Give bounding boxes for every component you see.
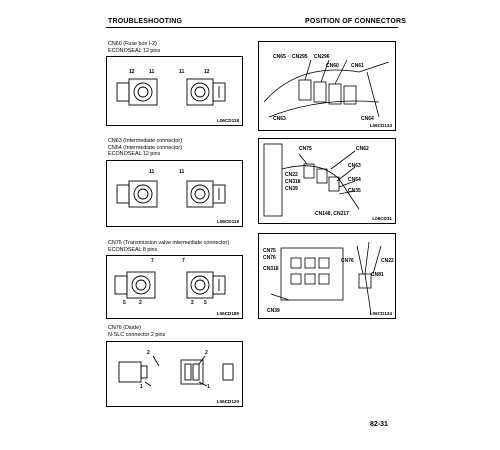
pin-label: 2 — [191, 300, 194, 306]
connector-caption-cn63-cn64: CN63 (Intermediate connector) CN64 (Intermediate connector) ECONOSEAL 12 pins — [108, 138, 183, 158]
pin-label: 11 — [179, 169, 185, 175]
pin-label: 11 — [179, 69, 185, 75]
connector-label: CN75 — [299, 146, 312, 152]
connector-label: CN22 — [285, 172, 298, 178]
connector-label: CN318 — [263, 266, 279, 272]
pin-label: 7 — [151, 258, 154, 264]
figure-code: L06CD119 — [217, 219, 239, 224]
pin-label: 1 — [140, 384, 143, 390]
connector-label: CN76 — [263, 255, 276, 261]
connector-label: CN60 — [326, 63, 339, 69]
pin-label: 11 — [149, 69, 155, 75]
connector-label: CN61 — [351, 63, 364, 69]
connector-label: CN65 — [273, 54, 286, 60]
section-title: TROUBLESHOOTING — [108, 18, 183, 25]
pin-label: 11 — [149, 169, 155, 175]
connector-label: CN318 — [285, 179, 301, 185]
connector-label: CN64 — [348, 177, 361, 183]
pin-label: 5 — [204, 300, 207, 306]
header-rule — [106, 27, 398, 28]
figure-code: L06CD134 — [369, 311, 392, 316]
pin-label: 7 — [182, 258, 185, 264]
pin-label: 2 — [205, 350, 208, 356]
connector-label: CN63 — [273, 116, 286, 122]
figure-code: L06CD133 — [369, 123, 392, 128]
connector-label: CN76 — [341, 258, 354, 264]
pin-label: 12 — [204, 69, 210, 75]
figure-code: L06CD120 — [216, 399, 239, 404]
connector-drawing-cn76 — [106, 341, 243, 407]
connector-label: CN39 — [285, 186, 298, 192]
figure-code: L06CD189 — [216, 311, 239, 316]
page-number: 82-31 — [370, 421, 388, 428]
connector-label: CN81 — [371, 272, 384, 278]
location-photo-2 — [258, 138, 396, 224]
connector-label: CN63 — [348, 163, 361, 169]
location-photo-1 — [258, 41, 396, 131]
connector-label: CN62 — [356, 146, 369, 152]
connector-caption-cn60: CN60 (Fuse box I-2) ECONOSEAL 12 pins — [108, 41, 161, 54]
connector-label: CN295 — [292, 54, 308, 60]
page-heading: POSITION OF CONNECTORS — [305, 18, 407, 25]
connector-label: CN148, CN217 — [315, 211, 349, 217]
connector-label: CN39 — [267, 308, 280, 314]
connector-drawing-cn63-cn64 — [106, 160, 243, 227]
figure-code: L06CD31 — [372, 216, 392, 221]
figure-code: L06CD118 — [217, 118, 239, 123]
pin-label: 12 — [129, 69, 135, 75]
location-photo-3 — [258, 233, 396, 319]
connector-label: CN75 — [263, 248, 276, 254]
connector-drawing-cn75 — [106, 255, 243, 319]
connector-caption-cn76: CN76 (Diode) N-SLC connector 2 pins — [108, 325, 166, 338]
pin-label: 5 — [123, 300, 126, 306]
pin-label: 2 — [139, 300, 142, 306]
connector-label: CN64 — [361, 116, 374, 122]
connector-label: CN296 — [314, 54, 330, 60]
pin-label: 2 — [147, 350, 150, 356]
connector-caption-cn75: CN75 (Transmission valve intermediate connector) ECONOSEAL 8 pins — [108, 240, 230, 253]
pin-label: 1 — [207, 384, 210, 390]
connector-label: CN35 — [348, 188, 361, 194]
connector-drawing-cn60 — [106, 56, 243, 126]
connector-label: CN22 — [381, 258, 394, 264]
